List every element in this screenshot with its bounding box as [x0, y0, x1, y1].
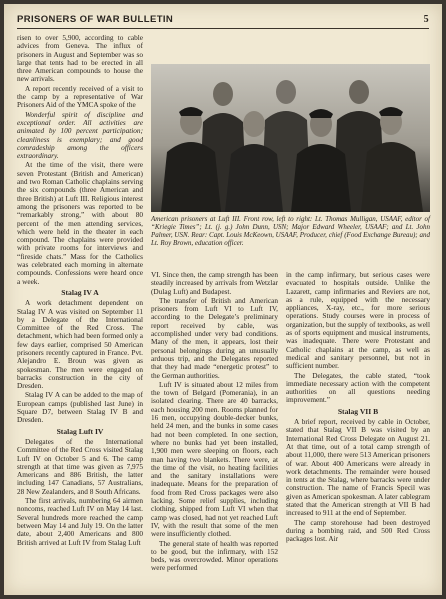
paragraph: The camp storehouse had been destroyed during a bombing raid, and 500 Red Cross packages lost. Air: [286, 517, 430, 544]
paragraph: The general state of health was reported to be good, but the infirmary, with 152 beds, was overcrowded. Minor operations were performed: [151, 538, 278, 573]
paragraph: The transfer of British and American prisoners from Luft VI to Luft IV, according to the Delegate’s preliminary report received by cable, was accomplished under very bad conditions. Many of the men, it appears, lost their personal belongings during an unusually arduous trip, and the Delegates reported that they had made “energetic protest” to the German authorities.: [151, 295, 278, 380]
paragraph: Stalag IV A can be added to the map of European camps (published last June) in Square D7, between Stalag IV B and Dresden.: [17, 390, 143, 425]
paragraph: A report recently received of a visit to the camp by a representative of War Prisoners Aid of the YMCA spoke of the: [17, 83, 143, 110]
group-photo: [151, 64, 430, 212]
paragraph: A brief report, received by cable in October, stated that Stalag VII B was visited by an International Red Cross Delegate on August 21. At that time, out of a total camp strength of about 11,000, there were 513 American prisoners of war. About 400 Americans were already in work detachments. The remainder were housed in tents at the Stalag, where barracks were under construction. The name of Francis Specil was given as American spokesman. A later cablegram stated that the American strength at VII B had increased to 911 at the end of September.: [286, 417, 430, 518]
paragraph: The Delegates, the cable stated, “took immediate necessary action with the competent authorities on all questions needing improvement.”: [286, 370, 430, 405]
section-heading-stalag-iv-a: Stalag IV A: [61, 287, 99, 297]
paragraph: A work detachment dependent on Stalag IV A was visited on September 11 by a Delegate of the International Committee of the Red Cross. The detachment, which had been formed only a few days earlier, comprised 50 American prisoners recently captured in France. Pvt. Alejandro E. Broun was given as spokesman. The men were engaged on barracks construction in the city of Dresden.: [17, 298, 143, 391]
column-right: [286, 271, 430, 590]
paragraph: VI. Since then, the camp strength has been steadily increased by arrivals from Wetzlar (Dulag Luft) and Budapest.: [151, 271, 278, 296]
paragraph: risen to over 5,900, according to cable advices from Geneva. The influx of prisoners in August and September was so large that tents had to be erected in all three American compounds to house the new arrivals.: [17, 34, 143, 84]
paragraph: At the time of the visit, there were seven Protestant (British and American) and two Roman Catholic chaplains serving the six compounds (three American and three British) at Luft III. Religious interest among the prisoners was reported to be “remarkably strong,” with about 80 percent of the men attending services, which were held in the theater in each compound. The chaplains were provided with private rooms for interviews and “fireside chats.” Mass for the Catholics was celebrated each morning in alternate compounds. Confessions were heard once a week.: [17, 160, 143, 286]
publication-title: PRISONERS OF WAR BULLETIN: [17, 14, 174, 25]
paragraph: in the camp infirmary, but serious cases were evacuated to hospitals outside. Unlike the Lazarett, camp infirmaries and Reviers are not, as a rule, equipped with the necessary appliances, X-ray, etc., for more serious operations. Study courses were in process of organization, but the supply of textbooks, as well as of sports equipment and musical instruments, was inadequate. There were Protestant and Catholic chaplains at the camp, as well as medical and sanitary personnel, but not in sufficient number.: [286, 271, 430, 371]
header-rule: [17, 28, 429, 29]
photo-caption: American prisoners at Luft III. Front row, left to right: Lt. Thomas Mulligan, USAAF, editor of “Kriegie Times”; Lt. (j. g.) John Dunn, USN; Major Edward Wheeler, USAAF; and Lt. John Palmer, USN. Rear: Capt. Louis McKeown, USAAF, Producer, chief (Food Exchange Bureau); and Lt. Roy Brown, education officer.: [151, 215, 430, 247]
paragraph: Delegates of the International Committee of the Red Cross visited Stalag Luft IV on October 5 and 6. The camp strength at that time was given as 7,975 Americans and 886 British, the latter including 147 Canadians, 57 Australians, 28 New Zealanders, and 8 South Africans.: [17, 436, 143, 496]
paragraph: Luft IV is situated about 12 miles from the town of Belgard (Pomerania), in an isolated clearing. There are 40 barracks, each housing 200 men. Rooms planned for 16 men, occupying double-decker bunks, held 24 men, and the bunks in some cases had not been completed. In one section, where no bunks had yet been installed, 1,900 men were sleeping on floors, each man having two blankets. There were, at the time of the visit, no heating facilities and the sanitary installations were inadequate. Means for the preparation of food from Red Cross packages were also lacking. Some relief supplies, including clothing, shipped from Luft VI when that camp was closed, had not yet reached Luft IV, with the result that some of the men were insufficiently clothed.: [151, 379, 278, 539]
column-left: [17, 34, 143, 590]
page-number: 5: [423, 14, 429, 25]
group-photo-image: [151, 64, 430, 212]
page-header: [17, 14, 429, 28]
column-middle: [151, 271, 278, 590]
paragraph: The first arrivals, numbering 64 airmen noncoms, reached Luft IV on May 14 last. Several hundreds more reached the camp between May 14 and July 19. On the latter date, about 2,400 Americans and 800 British arrived at Luft IV from Stalag Luft: [17, 496, 143, 547]
quote-paragraph: Wonderful spirit of discipline and exceptional order. All activities are animated by 100 percent participation; cleanliness is exemplary; and good comradeship among the officers extraordinary.: [17, 109, 143, 161]
section-heading-stalag-luft-iv: Stalag Luft IV: [56, 426, 104, 436]
bulletin-page: [4, 4, 442, 595]
section-heading-stalag-vii-b: Stalag VII B: [337, 406, 379, 416]
